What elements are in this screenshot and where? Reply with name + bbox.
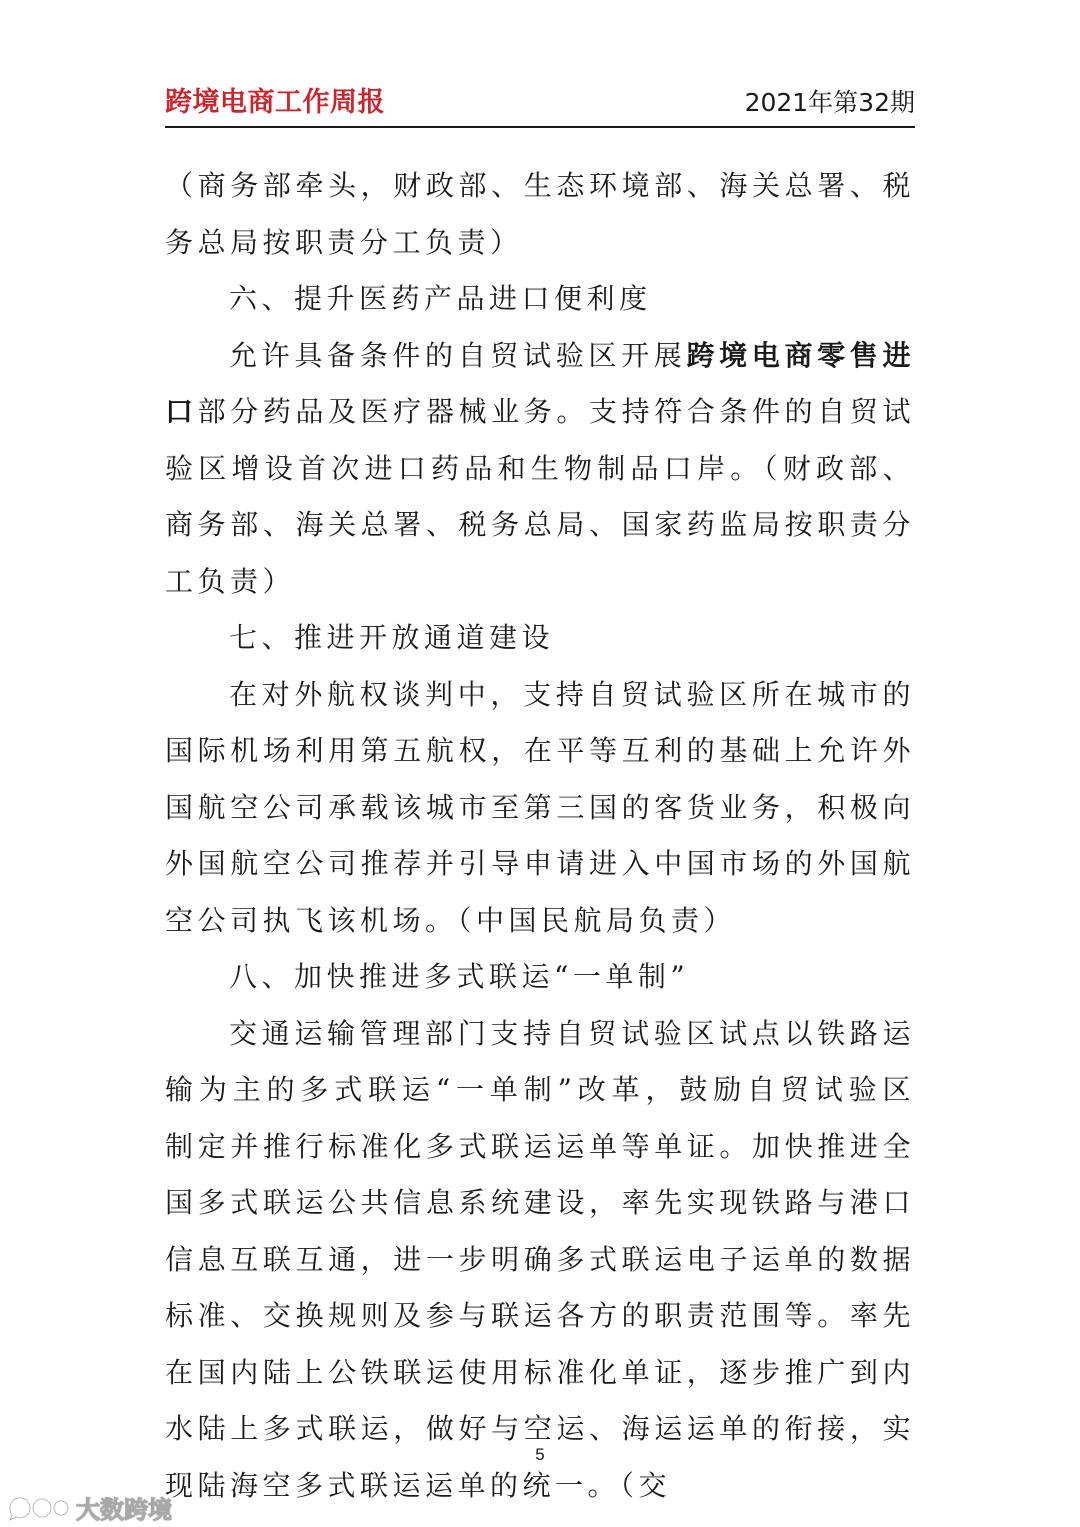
document-body [165, 158, 915, 1514]
paragraph-air-rights: 在对外航权谈判中，支持自贸试验区所在城市的国际机场利用第五航权，在平等互利的基础上允许外国航空公司承载该城市至第三国的客货业务，积极向外国航空公司推荐并引导申请进入中国市场的外国航空公司执飞该机场。（中国民航局负责） [165, 677, 915, 937]
section-heading-6: 六、提升医药产品进口便利度 [229, 282, 652, 315]
watermark [6, 1490, 172, 1525]
watermark-text: 大数跨境 [76, 1496, 172, 1524]
paragraph-responsibility-note: （商务部牵头，财政部、生态环境部、海关总署、税务总局按职责分工负责） [165, 169, 915, 259]
section-heading-8: 八、加快推进多式联运“一单制” [229, 960, 690, 993]
header-divider [165, 126, 915, 128]
issue-number: 2021年第32期 [744, 88, 915, 117]
chat-bubble-logo-icon [6, 1494, 70, 1522]
paragraph-medical-imports [165, 328, 915, 611]
paragraph-multimodal: 交通运输管理部门支持自贸试验区试点以铁路运输为主的多式联运“一单制”改革，鼓励自贸试验区制定并推行标准化多式联运运单等单证。加快推进全国多式联运公共信息系统建设，率先实现铁路与港口信息互联互通，进一步明确多式联运电子运单的数据标准、交换规则及参与联运各方的职责范围等。率先在国内陆上公铁联运使用标准化单证，逐步推广到内水陆上多式联运，做好与空运、海运运单的衔接，实现陆海空多式联运运单的统一。（交 [165, 1016, 915, 1502]
report-title: 跨境电商工作周报 [165, 87, 385, 118]
highlighted-term: 跨境电商零售进口 [165, 338, 915, 428]
page-header [165, 75, 915, 119]
paragraph-text: 允许具备条件的自贸试验区开展 [229, 338, 687, 372]
paragraph-text: 部分药品及医疗器械业务。支持符合条件的自贸试验区增设首次进口药品和生物制品口岸。（财政部、商务部、海关总署、税务总局、国家药监局按职责分工负责） [165, 395, 915, 598]
page-number: 5 [535, 1445, 545, 1464]
section-heading-7: 七、推进开放通道建设 [229, 621, 555, 654]
